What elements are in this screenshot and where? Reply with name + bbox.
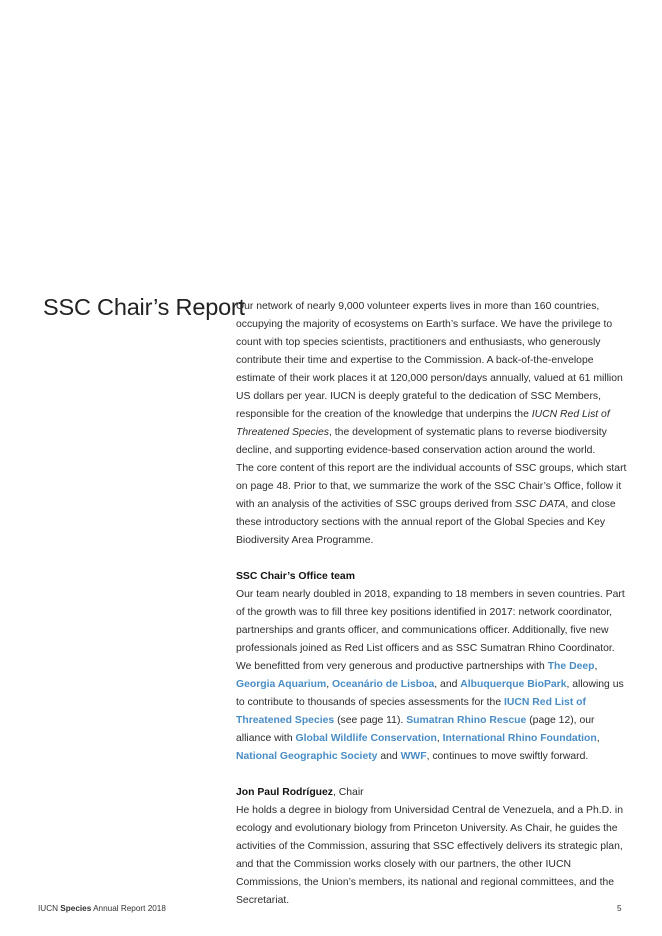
text-run: and xyxy=(377,751,401,762)
chair-bio: He holds a degree in biology from Universidad Central de Venezuela, and a Ph.D. in ecology and evolutionary biology from Princeton University. As Chair, he guides the activities of the Commission, assuring that SSC effectively delivers its strategic plan, and that the Commission works closely with our partners, the other IUCN Commissions, the Union’s members, its national and regional committees, and the Secretariat. xyxy=(236,805,623,906)
text-run: , xyxy=(596,733,600,744)
text-run: The core content of this report are the individual accounts of SSC groups, which start on page 48. Prior to that, we summarize the work of the SSC Chair’s Office, follow it with an analysis of the activities of SSC groups derived from xyxy=(236,463,627,510)
text-run: Our team nearly doubled in 2018, expanding to 18 members in seven countries. Part of the growth was to fill three key positions identified in 2017: network coordinator, partnerships and grants officer, and communications officer. Additionally, five new professionals joined as Red List officers and as SSC Sumatran Rhino Coordinator. We benefitted from very generous and productive partnerships with xyxy=(236,589,625,672)
link-national-geographic-society[interactable]: National Geographic Society xyxy=(236,751,378,762)
footer-species: Species xyxy=(60,904,92,913)
link-albuquerque-biopark[interactable]: Albuquerque BioPark xyxy=(460,679,567,690)
page-number: 5 xyxy=(617,904,622,913)
spacer xyxy=(236,766,628,784)
text-run: Our network of nearly 9,000 volunteer experts lives in more than 160 countries, occupying the majority of ecosystems on Earth’s surface. We have the privilege to count with top species scientists, practitioners and enthusiasts, who generously contribute their time and expertise to the Commission. A back-of-the-envelope estimate of their work places it at 120,000 person/days annually, valued at 61 million US dollars per year. IUCN is deeply grateful to the dedication of SSC Members, responsible for the creation of the knowledge that underpins the xyxy=(236,301,623,420)
text-run: , xyxy=(326,679,333,690)
link-sumatran-rhino-rescue[interactable]: Sumatran Rhino Rescue xyxy=(406,715,527,726)
chair-line xyxy=(236,784,628,802)
text-run: , and close these introductory sections with the annual report of the Global Species and Key Biodiversity Area Programme. xyxy=(236,499,616,546)
intro-paragraph-2 xyxy=(236,460,628,550)
text-run: , xyxy=(436,733,443,744)
text-run: , xyxy=(594,661,598,672)
team-heading: SSC Chair’s Office team xyxy=(236,571,355,582)
footer-report: Annual Report 2018 xyxy=(91,904,166,913)
link-wwf[interactable]: WWF xyxy=(400,751,427,762)
footer-org: IUCN xyxy=(38,904,61,913)
intro-paragraph-1 xyxy=(236,298,628,460)
link-international-rhino-foundation[interactable]: International Rhino Foundation xyxy=(442,733,597,744)
red-list-title: IUCN Red List of Threatened Species xyxy=(236,409,610,438)
text-run: (see page 11). xyxy=(334,715,407,726)
link-global-wildlife-conservation[interactable]: Global Wildlife Conservation xyxy=(295,733,437,744)
chair-role: , Chair xyxy=(333,787,364,798)
report-body xyxy=(236,298,628,910)
ssc-data-title: SSC DATA xyxy=(514,499,566,510)
chair-name: Jon Paul Rodríguez xyxy=(236,787,333,798)
text-run: , the development of systematic plans to reverse biodiversity decline, and supporting evidence-based conservation action around the world. xyxy=(236,427,607,456)
page-title: SSC Chair’s Report xyxy=(43,294,245,320)
link-oceanario-de-lisboa[interactable]: Oceanário de Lisboa xyxy=(332,679,435,690)
text-run: , continues to move swiftly forward. xyxy=(426,751,589,762)
spacer xyxy=(236,550,628,568)
link-georgia-aquarium[interactable]: Georgia Aquarium xyxy=(236,679,327,690)
link-iucn-red-list[interactable]: IUCN Red List of Threatened Species xyxy=(236,697,586,726)
link-the-deep[interactable]: The Deep xyxy=(547,661,595,672)
team-paragraph xyxy=(236,586,628,766)
text-run: , and xyxy=(434,679,461,690)
footer-report-name xyxy=(38,904,166,913)
text-run: (page 12), our alliance with xyxy=(236,715,595,744)
text-run: , allowing us to contribute to thousands of species assessments for the xyxy=(236,679,624,708)
